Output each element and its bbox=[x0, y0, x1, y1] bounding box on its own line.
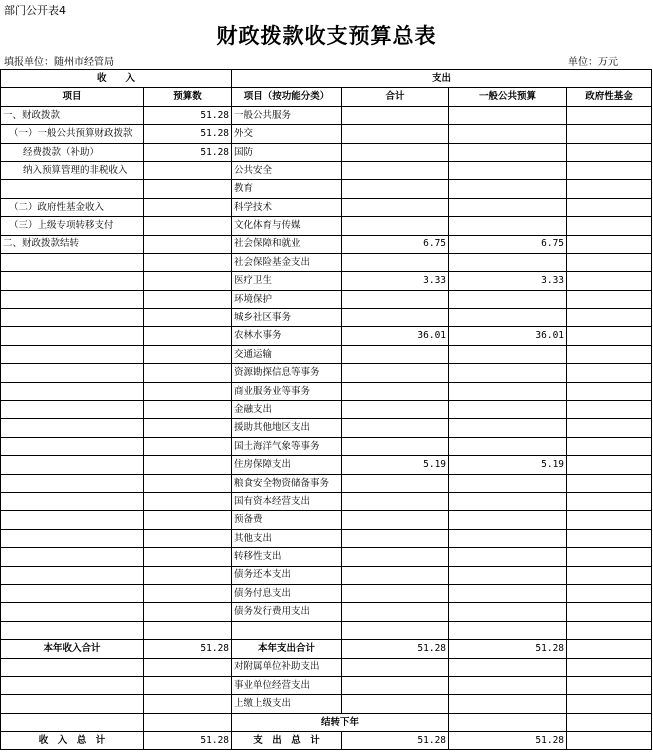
expense-item: 转移性支出 bbox=[232, 548, 342, 566]
col-general: 一般公共预算 bbox=[449, 88, 567, 106]
carryover-label: 结转下年 bbox=[232, 713, 449, 731]
table-row bbox=[1, 401, 652, 419]
expense-item: 城乡社区事务 bbox=[232, 309, 342, 327]
income-value bbox=[144, 548, 232, 566]
income-item bbox=[1, 603, 144, 621]
income-item: （一）一般公共预算财政拨款 bbox=[1, 125, 144, 143]
income-value bbox=[144, 217, 232, 235]
income-item bbox=[1, 566, 144, 584]
expense-general: 3.33 bbox=[449, 272, 567, 290]
year-income-total-label: 本年收入合计 bbox=[1, 640, 144, 658]
table-row bbox=[1, 143, 652, 161]
expense-fund bbox=[567, 584, 652, 602]
expense-item: 上缴上级支出 bbox=[232, 695, 342, 713]
expense-total bbox=[342, 161, 449, 179]
expense-item: 对附属单位补助支出 bbox=[232, 658, 342, 676]
expense-total bbox=[342, 217, 449, 235]
income-value: 51.28 bbox=[144, 143, 232, 161]
expense-total: 36.01 bbox=[342, 327, 449, 345]
table-row bbox=[1, 235, 652, 253]
expense-general bbox=[449, 511, 567, 529]
expense-item: 交通运输 bbox=[232, 345, 342, 363]
income-value bbox=[144, 272, 232, 290]
income-item bbox=[1, 474, 144, 492]
income-item: （二）政府性基金收入 bbox=[1, 198, 144, 216]
expense-item: 公共安全 bbox=[232, 161, 342, 179]
expense-fund bbox=[567, 235, 652, 253]
expense-general bbox=[449, 290, 567, 308]
income-value bbox=[144, 621, 232, 639]
expense-item: 金融支出 bbox=[232, 401, 342, 419]
table-row bbox=[1, 106, 652, 124]
income-value bbox=[144, 713, 232, 731]
table-row bbox=[1, 566, 652, 584]
expense-fund bbox=[567, 345, 652, 363]
expense-general bbox=[449, 603, 567, 621]
table-row bbox=[1, 253, 652, 271]
income-grand-total-value: 51.28 bbox=[144, 732, 232, 750]
expense-total bbox=[342, 364, 449, 382]
expense-fund bbox=[567, 492, 652, 510]
expense-general bbox=[449, 143, 567, 161]
income-item: 经费拨款（补助） bbox=[1, 143, 144, 161]
income-header: 收 入 bbox=[1, 70, 232, 88]
expense-total bbox=[342, 125, 449, 143]
expense-item: 医疗卫生 bbox=[232, 272, 342, 290]
expense-general: 6.75 bbox=[449, 235, 567, 253]
income-item: （三）上级专项转移支付 bbox=[1, 217, 144, 235]
expense-item: 援助其他地区支出 bbox=[232, 419, 342, 437]
expense-item: 债务付息支出 bbox=[232, 584, 342, 602]
expense-fund bbox=[567, 364, 652, 382]
carryover-row bbox=[1, 713, 652, 731]
expense-item: 预备费 bbox=[232, 511, 342, 529]
income-item bbox=[1, 419, 144, 437]
expense-fund bbox=[567, 621, 652, 639]
expense-general bbox=[449, 180, 567, 198]
income-item bbox=[1, 695, 144, 713]
income-item bbox=[1, 327, 144, 345]
expense-general bbox=[449, 529, 567, 547]
table-row bbox=[1, 382, 652, 400]
income-item bbox=[1, 492, 144, 510]
income-item bbox=[1, 290, 144, 308]
income-item bbox=[1, 621, 144, 639]
year-expense-total: 51.28 bbox=[342, 640, 449, 658]
expense-total bbox=[342, 676, 449, 694]
table-row bbox=[1, 492, 652, 510]
expense-grand-total-label: 支 出 总 计 bbox=[232, 732, 342, 750]
expense-item: 其他支出 bbox=[232, 529, 342, 547]
expense-general bbox=[449, 713, 567, 731]
expense-fund bbox=[567, 327, 652, 345]
table-row bbox=[1, 511, 652, 529]
income-value bbox=[144, 309, 232, 327]
income-value bbox=[144, 161, 232, 179]
expense-item: 债务还本支出 bbox=[232, 566, 342, 584]
expense-total bbox=[342, 603, 449, 621]
expense-general bbox=[449, 695, 567, 713]
expense-total bbox=[342, 474, 449, 492]
expense-general bbox=[449, 584, 567, 602]
income-item: 二、财政拨款结转 bbox=[1, 235, 144, 253]
expense-general bbox=[449, 566, 567, 584]
expense-general bbox=[449, 309, 567, 327]
expense-item: 教育 bbox=[232, 180, 342, 198]
expense-general bbox=[449, 345, 567, 363]
income-item bbox=[1, 456, 144, 474]
page-title: 财政拨款收支预算总表 bbox=[216, 23, 437, 48]
expense-general bbox=[449, 125, 567, 143]
income-item: 纳入预算管理的非税收入 bbox=[1, 161, 144, 179]
expense-fund bbox=[567, 143, 652, 161]
expense-total bbox=[342, 548, 449, 566]
year-income-total-value: 51.28 bbox=[144, 640, 232, 658]
expense-fund bbox=[567, 474, 652, 492]
expense-item: 社会保障和就业 bbox=[232, 235, 342, 253]
expense-total bbox=[342, 253, 449, 271]
table-row bbox=[1, 695, 652, 713]
expense-item: 债务发行费用支出 bbox=[232, 603, 342, 621]
income-item bbox=[1, 511, 144, 529]
expense-item: 社会保险基金支出 bbox=[232, 253, 342, 271]
income-item bbox=[1, 382, 144, 400]
expense-general bbox=[449, 382, 567, 400]
expense-general bbox=[449, 658, 567, 676]
income-value bbox=[144, 492, 232, 510]
expense-total bbox=[342, 198, 449, 216]
expense-total: 5.19 bbox=[342, 456, 449, 474]
col-total: 合计 bbox=[342, 88, 449, 106]
income-grand-total-label: 收 入 总 计 bbox=[1, 732, 144, 750]
header-row-2 bbox=[1, 88, 652, 106]
income-value bbox=[144, 658, 232, 676]
table-row bbox=[1, 345, 652, 363]
expense-fund bbox=[567, 695, 652, 713]
col-func-item: 项目（按功能分类） bbox=[232, 88, 342, 106]
expense-total bbox=[342, 658, 449, 676]
expense-item: 商业服务业等事务 bbox=[232, 382, 342, 400]
year-total-row bbox=[1, 640, 652, 658]
expense-total bbox=[342, 401, 449, 419]
expense-item: 事业单位经营支出 bbox=[232, 676, 342, 694]
expense-header: 支出 bbox=[232, 70, 652, 88]
expense-total bbox=[342, 143, 449, 161]
table-row bbox=[1, 584, 652, 602]
income-value bbox=[144, 419, 232, 437]
income-value bbox=[144, 235, 232, 253]
expense-grand-fund bbox=[567, 732, 652, 750]
expense-general bbox=[449, 161, 567, 179]
table-row bbox=[1, 621, 652, 639]
expense-total bbox=[342, 180, 449, 198]
expense-fund bbox=[567, 290, 652, 308]
expense-total bbox=[342, 621, 449, 639]
expense-fund bbox=[567, 713, 652, 731]
expense-total bbox=[342, 309, 449, 327]
table-row bbox=[1, 217, 652, 235]
income-value bbox=[144, 198, 232, 216]
year-expense-total-label: 本年支出合计 bbox=[232, 640, 342, 658]
income-item: 一、财政拨款 bbox=[1, 106, 144, 124]
expense-item: 文化体育与传媒 bbox=[232, 217, 342, 235]
table-row bbox=[1, 180, 652, 198]
expense-item: 外交 bbox=[232, 125, 342, 143]
expense-fund bbox=[567, 125, 652, 143]
expense-general bbox=[449, 437, 567, 455]
expense-general bbox=[449, 364, 567, 382]
income-item bbox=[1, 253, 144, 271]
expense-general: 5.19 bbox=[449, 456, 567, 474]
expense-total bbox=[342, 345, 449, 363]
income-item bbox=[1, 713, 144, 731]
budget-table bbox=[0, 69, 652, 750]
col-budget: 预算数 bbox=[144, 88, 232, 106]
income-value bbox=[144, 345, 232, 363]
expense-general bbox=[449, 548, 567, 566]
table-row bbox=[1, 603, 652, 621]
expense-fund bbox=[567, 566, 652, 584]
expense-fund bbox=[567, 419, 652, 437]
expense-total bbox=[342, 437, 449, 455]
expense-general: 36.01 bbox=[449, 327, 567, 345]
expense-general bbox=[449, 401, 567, 419]
income-item bbox=[1, 364, 144, 382]
table-row bbox=[1, 437, 652, 455]
expense-item: 科学技术 bbox=[232, 198, 342, 216]
income-item bbox=[1, 401, 144, 419]
income-item bbox=[1, 548, 144, 566]
income-value bbox=[144, 401, 232, 419]
expense-fund bbox=[567, 511, 652, 529]
col-fund: 政府性基金 bbox=[567, 88, 652, 106]
income-item bbox=[1, 180, 144, 198]
expense-item bbox=[232, 621, 342, 639]
income-item bbox=[1, 309, 144, 327]
table-row bbox=[1, 658, 652, 676]
grand-total-row bbox=[1, 732, 652, 750]
expense-fund bbox=[567, 198, 652, 216]
expense-fund bbox=[567, 529, 652, 547]
expense-item: 国土海洋气象等事务 bbox=[232, 437, 342, 455]
expense-total bbox=[342, 695, 449, 713]
income-value bbox=[144, 437, 232, 455]
table-row bbox=[1, 529, 652, 547]
expense-fund bbox=[567, 456, 652, 474]
expense-fund bbox=[567, 180, 652, 198]
year-expense-fund bbox=[567, 640, 652, 658]
expense-item: 粮食安全物资储备事务 bbox=[232, 474, 342, 492]
expense-total bbox=[342, 529, 449, 547]
expense-fund bbox=[567, 658, 652, 676]
table-row bbox=[1, 161, 652, 179]
income-item bbox=[1, 658, 144, 676]
expense-item: 资源勘探信息等事务 bbox=[232, 364, 342, 382]
income-value bbox=[144, 603, 232, 621]
expense-total bbox=[342, 511, 449, 529]
income-value bbox=[144, 253, 232, 271]
currency-unit: 单位：万元 bbox=[568, 57, 618, 68]
expense-item: 国防 bbox=[232, 143, 342, 161]
table-row bbox=[1, 198, 652, 216]
table-number-label: 部门公开表4 bbox=[4, 4, 66, 17]
expense-fund bbox=[567, 253, 652, 271]
expense-fund bbox=[567, 382, 652, 400]
table-row bbox=[1, 125, 652, 143]
expense-general bbox=[449, 474, 567, 492]
table-row bbox=[1, 474, 652, 492]
expense-item: 一般公共服务 bbox=[232, 106, 342, 124]
income-value bbox=[144, 290, 232, 308]
expense-fund bbox=[567, 272, 652, 290]
expense-total bbox=[342, 584, 449, 602]
income-value bbox=[144, 584, 232, 602]
expense-fund bbox=[567, 106, 652, 124]
income-value bbox=[144, 695, 232, 713]
expense-general bbox=[449, 676, 567, 694]
expense-general bbox=[449, 106, 567, 124]
table-row bbox=[1, 456, 652, 474]
expense-total bbox=[342, 106, 449, 124]
income-item bbox=[1, 437, 144, 455]
expense-fund bbox=[567, 401, 652, 419]
table-row bbox=[1, 676, 652, 694]
expense-general bbox=[449, 419, 567, 437]
expense-fund bbox=[567, 603, 652, 621]
expense-general bbox=[449, 217, 567, 235]
income-item bbox=[1, 345, 144, 363]
expense-general bbox=[449, 621, 567, 639]
income-item bbox=[1, 676, 144, 694]
income-item bbox=[1, 584, 144, 602]
income-item bbox=[1, 529, 144, 547]
expense-item: 住房保障支出 bbox=[232, 456, 342, 474]
table-row bbox=[1, 290, 652, 308]
expense-fund bbox=[567, 217, 652, 235]
income-value bbox=[144, 566, 232, 584]
table-row bbox=[1, 272, 652, 290]
table-row bbox=[1, 419, 652, 437]
income-value bbox=[144, 327, 232, 345]
income-value bbox=[144, 474, 232, 492]
expense-fund bbox=[567, 161, 652, 179]
expense-total: 3.33 bbox=[342, 272, 449, 290]
income-value: 51.28 bbox=[144, 106, 232, 124]
expense-total bbox=[342, 419, 449, 437]
expense-item: 农林水事务 bbox=[232, 327, 342, 345]
income-item bbox=[1, 272, 144, 290]
expense-total bbox=[342, 382, 449, 400]
income-value bbox=[144, 676, 232, 694]
income-value bbox=[144, 511, 232, 529]
expense-total bbox=[342, 492, 449, 510]
expense-total bbox=[342, 290, 449, 308]
col-item: 项目 bbox=[1, 88, 144, 106]
year-expense-general: 51.28 bbox=[449, 640, 567, 658]
table-row bbox=[1, 309, 652, 327]
expense-general bbox=[449, 198, 567, 216]
table-row bbox=[1, 327, 652, 345]
income-value bbox=[144, 364, 232, 382]
income-value: 51.28 bbox=[144, 125, 232, 143]
reporting-unit: 填报单位：随州市经管局 bbox=[4, 57, 114, 68]
expense-fund bbox=[567, 548, 652, 566]
expense-grand-general: 51.28 bbox=[449, 732, 567, 750]
expense-item: 环境保护 bbox=[232, 290, 342, 308]
table-row bbox=[1, 364, 652, 382]
expense-item: 国有资本经营支出 bbox=[232, 492, 342, 510]
expense-fund bbox=[567, 676, 652, 694]
expense-total: 6.75 bbox=[342, 235, 449, 253]
income-value bbox=[144, 529, 232, 547]
expense-fund bbox=[567, 437, 652, 455]
expense-general bbox=[449, 492, 567, 510]
income-value bbox=[144, 382, 232, 400]
expense-fund bbox=[567, 309, 652, 327]
header-row-1 bbox=[1, 70, 652, 88]
expense-total bbox=[342, 566, 449, 584]
expense-grand-total: 51.28 bbox=[342, 732, 449, 750]
expense-general bbox=[449, 253, 567, 271]
income-value bbox=[144, 180, 232, 198]
income-value bbox=[144, 456, 232, 474]
table-row bbox=[1, 548, 652, 566]
